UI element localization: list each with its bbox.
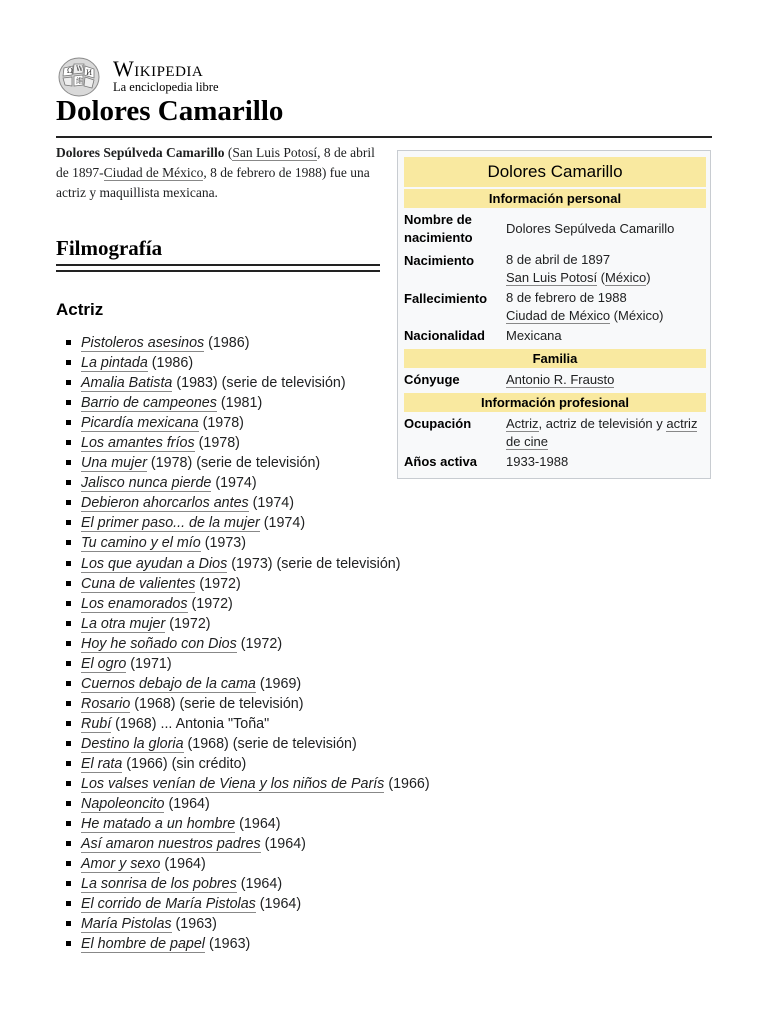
infobox-label-nationality: Nacionalidad — [404, 328, 485, 343]
section-divider — [56, 270, 380, 272]
bullet-icon — [66, 460, 71, 465]
infobox-birth-paren-close: ) — [646, 270, 651, 285]
bullet-icon — [66, 841, 71, 846]
film-details: (1963) — [205, 936, 251, 953]
film-title-link[interactable]: Destino la gloria — [81, 735, 184, 752]
film-list-item — [56, 554, 430, 574]
film-list-item — [56, 854, 430, 874]
bullet-icon — [66, 821, 71, 826]
infobox-link-actriz-de-cine[interactable]: actriz de cine — [506, 416, 698, 449]
infobox-value-nationality: Mexicana — [506, 328, 562, 343]
film-details: (1978) — [194, 435, 240, 452]
intro-text-1: ( — [224, 145, 233, 160]
infobox-birth-date: 8 de abril de 1897 — [506, 252, 611, 267]
section-divider — [56, 264, 380, 266]
film-title-link[interactable]: Los que ayudan a Dios — [81, 555, 228, 572]
film-list-item — [56, 774, 430, 794]
film-list-item — [56, 654, 430, 674]
link-ciudad-de-mexico[interactable]: Ciudad de México — [103, 165, 204, 180]
title-divider — [56, 136, 712, 138]
infobox-link-ciudad-de-mexico[interactable]: Ciudad de México — [506, 308, 611, 323]
bullet-icon — [66, 861, 71, 866]
film-list-item — [56, 794, 430, 814]
film-title-link[interactable]: La pintada — [81, 355, 148, 372]
film-list-item — [56, 413, 430, 433]
film-title-link[interactable]: He matado a un hombre — [81, 816, 236, 833]
film-details: (1973) (serie de televisión) — [227, 555, 401, 572]
section-heading-filmografia: Filmografía — [56, 236, 163, 260]
film-list-item — [56, 453, 430, 473]
bullet-icon — [66, 661, 71, 666]
film-title-link[interactable]: El rata — [81, 755, 123, 772]
bullet-icon — [66, 520, 71, 525]
film-details: (1968) (serie de televisión) — [130, 695, 304, 712]
infobox-value-years-active: 1933-1988 — [506, 454, 569, 469]
infobox-section-family: Familia — [404, 349, 706, 368]
film-list-item — [56, 433, 430, 453]
film-title-link[interactable]: Cuna de valientes — [81, 575, 196, 592]
bullet-icon — [66, 921, 71, 926]
svg-text:И: И — [86, 69, 93, 77]
wikipedia-globe-icon — [55, 54, 105, 98]
infobox-link-actriz[interactable]: Actriz — [506, 416, 539, 431]
film-details: (1964) — [260, 836, 306, 853]
film-details: (1986) — [147, 355, 194, 372]
film-details: (1966) (sin crédito) — [122, 755, 247, 772]
infobox-label-birth-name: Nombre de nacimiento — [404, 212, 473, 245]
infobox-death-place-rest: (México) — [610, 308, 664, 323]
film-details: (1964) — [164, 796, 210, 813]
bullet-icon — [66, 621, 71, 626]
infobox-section-personal: Información personal — [404, 189, 706, 208]
film-title-link[interactable]: Hoy he soñado con Dios — [81, 635, 237, 652]
film-title-link[interactable]: Jalisco nunca pierde — [81, 475, 212, 492]
film-list-item — [56, 373, 430, 393]
film-title-link[interactable]: Así amaron nuestros padres — [81, 836, 261, 853]
bullet-icon — [66, 480, 71, 485]
infobox-label-years-active: Años activa — [404, 454, 477, 469]
bullet-icon — [66, 641, 71, 646]
bullet-icon — [66, 500, 71, 505]
infobox-link-antonio-frausto[interactable]: Antonio R. Frausto — [506, 372, 615, 387]
film-title-link[interactable]: Rubí — [81, 715, 112, 732]
film-list-item — [56, 614, 430, 634]
intro-text-3: , 8 de febrero de 1988) fue una actriz y maquillista mexicana. — [56, 165, 370, 200]
film-list-item — [56, 353, 430, 373]
film-list-item — [56, 894, 430, 914]
infobox-link-mexico[interactable]: México — [605, 270, 647, 285]
film-title-link[interactable]: Amor y sexo — [81, 856, 161, 873]
film-title-link[interactable]: Los amantes fríos — [81, 435, 195, 452]
film-details: (1972) — [165, 615, 211, 632]
film-title-link[interactable]: Amalia Batista — [81, 375, 173, 392]
film-details: (1966) — [384, 776, 430, 793]
infobox-link-san-luis-potosi[interactable]: San Luis Potosí — [506, 270, 598, 285]
film-list-item — [56, 674, 430, 694]
film-title-link[interactable]: María Pistolas — [81, 916, 172, 933]
bullet-icon — [66, 941, 71, 946]
film-list-item — [56, 594, 430, 614]
film-details: (1964) — [236, 876, 283, 893]
film-title-link[interactable]: Los enamorados — [81, 595, 188, 612]
film-title-link[interactable]: Rosario — [81, 695, 131, 712]
film-details: (1974) — [248, 495, 295, 512]
film-list-item — [56, 694, 430, 714]
bullet-icon — [66, 360, 71, 365]
bullet-icon — [66, 681, 71, 686]
infobox-birth-paren-open: ( — [597, 270, 606, 285]
film-details: (1974) — [211, 475, 257, 492]
film-title-link[interactable]: La otra mujer — [81, 615, 166, 632]
film-title-link[interactable]: Pistoleros asesinos — [81, 335, 205, 351]
film-title-link[interactable]: El ogro — [81, 655, 127, 672]
bullet-icon — [66, 440, 71, 445]
film-list-item — [56, 914, 430, 934]
bullet-icon — [66, 561, 71, 566]
infobox-section-professional: Información profesional — [404, 393, 706, 412]
link-san-luis-potosi[interactable]: San Luis Potosí — [232, 145, 318, 160]
film-title-link[interactable]: Barrio de campeones — [81, 395, 217, 412]
infobox-title: Dolores Camarillo — [404, 157, 706, 187]
film-list-item — [56, 574, 430, 594]
film-list-item — [56, 754, 430, 774]
film-details: (1981) — [216, 395, 263, 412]
bullet-icon — [66, 400, 71, 405]
film-details: (1986) — [204, 335, 250, 351]
film-list-item — [56, 734, 430, 754]
bullet-icon — [66, 601, 71, 606]
film-details: (1972) — [187, 595, 233, 612]
intro-paragraph — [56, 143, 382, 203]
bullet-icon — [66, 340, 71, 345]
film-list-item — [56, 934, 430, 954]
infobox-value-spouse — [506, 371, 706, 389]
page-title: Dolores Camarillo — [56, 95, 284, 127]
bullet-icon — [66, 741, 71, 746]
film-list-item — [56, 874, 430, 894]
bullet-icon — [66, 761, 71, 766]
film-title-link[interactable]: Napoleoncito — [81, 796, 165, 813]
film-details: (1983) (serie de televisión) — [172, 375, 346, 392]
film-title-link[interactable]: Tu camino y el mío — [81, 535, 201, 552]
film-details: (1968) (serie de televisión) — [183, 735, 357, 752]
bullet-icon — [66, 901, 71, 906]
bullet-icon — [66, 881, 71, 886]
film-title-link[interactable]: Una mujer — [81, 455, 147, 472]
bullet-icon — [66, 380, 71, 385]
infobox-value-birth-name: Dolores Sepúlveda Camarillo — [506, 221, 675, 236]
infobox-value-death — [506, 289, 706, 325]
infobox-label-spouse: Cónyuge — [404, 372, 460, 387]
film-list-item — [56, 714, 430, 734]
film-list-item — [56, 814, 430, 834]
film-title-link[interactable]: Debieron ahorcarlos antes — [81, 495, 249, 512]
film-title-link[interactable]: El primer paso... de la mujer — [81, 515, 260, 532]
film-details: (1978) — [198, 415, 244, 432]
infobox-death-date: 8 de febrero de 1988 — [506, 290, 627, 305]
film-details: (1972) — [236, 635, 283, 652]
film-details: (1964) — [255, 896, 302, 913]
wikipedia-tagline: La enciclopedia libre — [113, 80, 219, 94]
film-list-item — [56, 493, 430, 513]
film-title-link[interactable]: El hombre de papel — [81, 936, 205, 953]
filmography-list — [56, 333, 430, 954]
film-title-link[interactable]: Los valses venían de Viena y los niños de París — [81, 776, 385, 793]
bullet-icon — [66, 581, 71, 586]
infobox-label-birth: Nacimiento — [404, 253, 475, 268]
film-details: (1963) — [171, 916, 217, 933]
film-list-item — [56, 333, 430, 353]
bullet-icon — [66, 701, 71, 706]
film-list-item — [56, 834, 430, 854]
film-title-link[interactable]: El corrido de María Pistolas — [81, 896, 256, 913]
intro-bold-name: Dolores Sepúlveda Camarillo — [56, 145, 225, 160]
bullet-icon — [66, 721, 71, 726]
infobox-occupation-text: , actriz de televisión y — [538, 416, 667, 431]
film-title-link[interactable]: Picardía mexicana — [81, 415, 199, 432]
film-details: (1973) — [200, 535, 247, 552]
film-details: (1974) — [259, 515, 306, 532]
film-list-item — [56, 513, 430, 533]
bullet-icon — [66, 540, 71, 545]
film-details: (1971) — [126, 655, 172, 672]
film-title-link[interactable]: Cuernos debajo de la cama — [81, 675, 256, 692]
intro-text-2: , 8 de abril de 1897- — [56, 145, 375, 180]
svg-text:維: 維 — [76, 77, 83, 85]
film-details: (1978) (serie de televisión) — [146, 455, 321, 472]
film-details: (1964) — [235, 816, 281, 833]
bullet-icon — [66, 781, 71, 786]
bullet-icon — [66, 801, 71, 806]
film-title-link[interactable]: La sonrisa de los pobres — [81, 876, 237, 893]
film-list-item — [56, 634, 430, 654]
infobox-value-birth — [506, 251, 706, 287]
infobox-label-occupation: Ocupación — [404, 416, 472, 431]
film-list-item — [56, 473, 430, 493]
film-details: (1968) ... Antonia "Toña" — [111, 715, 270, 732]
film-details: (1969) — [255, 675, 302, 692]
bullet-icon — [66, 420, 71, 425]
film-list-item — [56, 533, 430, 553]
svg-text:W: W — [76, 65, 84, 73]
film-list-item — [56, 393, 430, 413]
infobox-value-occupation — [506, 415, 706, 451]
infobox — [397, 150, 711, 479]
film-details: (1972) — [195, 575, 241, 592]
infobox-label-death: Fallecimiento — [404, 291, 488, 306]
svg-text:Ω: Ω — [67, 67, 73, 75]
film-details: (1964) — [160, 856, 206, 873]
wikipedia-wordmark: Wikipedia — [113, 56, 204, 81]
subsection-heading-actriz: Actriz — [56, 300, 104, 319]
